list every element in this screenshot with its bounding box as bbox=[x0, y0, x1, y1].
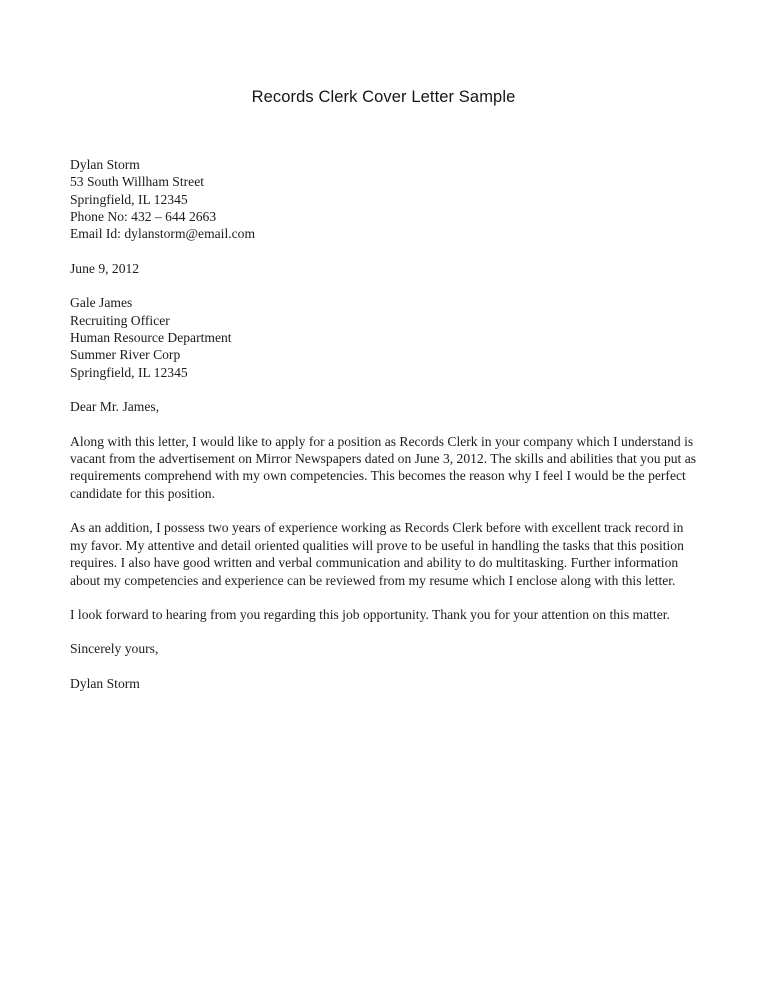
signature-name: Dylan Storm bbox=[70, 675, 140, 691]
sender-city-state-zip: Springfield, IL 12345 bbox=[70, 191, 188, 207]
letter-date: June 9, 2012 bbox=[70, 260, 140, 276]
recipient-company: Summer River Corp bbox=[70, 347, 181, 363]
body-paragraph-3: I look forward to hearing from you regarding this job opportunity. Thank you for your attention on this matter. bbox=[70, 606, 670, 622]
letter-body bbox=[70, 0, 697, 692]
recipient-name: Gale James bbox=[70, 295, 133, 311]
closing-line: Sincerely yours, bbox=[70, 641, 159, 657]
sender-name: Dylan Storm bbox=[70, 156, 140, 172]
sender-phone: Phone No: 432 – 644 2663 bbox=[70, 209, 217, 225]
recipient-department: Human Resource Department bbox=[70, 330, 232, 346]
body-paragraph-2: As an addition, I possess two years of experience working as Records Clerk before with excellent track record in my favor. My attentive and detail oriented qualities will prove to be useful in handling the tasks that this position requires. I also have good written and verbal communication and ability to do multitasking. Further information about my competencies and experience can be reviewed from my resume which I enclose along with this letter. bbox=[70, 520, 684, 588]
sender-email: Email Id: dylanstorm@email.com bbox=[70, 226, 256, 242]
recipient-address-block bbox=[70, 294, 697, 381]
sender-address-block bbox=[70, 156, 697, 243]
salutation: Dear Mr. James, bbox=[70, 399, 160, 415]
body-paragraph-1: Along with this letter, I would like to apply for a position as Records Clerk in your company which I understand is vacant from the advertisement on Mirror Newspapers dated on June 3, 2012. The skills and abilities that you put as requirements comprehend with my own competencies. This becomes the reason why I feel I would be the perfect candidate for this position. bbox=[70, 433, 697, 501]
recipient-city-state-zip: Springfield, IL 12345 bbox=[70, 364, 188, 380]
page-title: Records Clerk Cover Letter Sample bbox=[251, 88, 516, 106]
sender-street: 53 South Willham Street bbox=[70, 174, 204, 190]
recipient-title: Recruiting Officer bbox=[70, 312, 170, 328]
